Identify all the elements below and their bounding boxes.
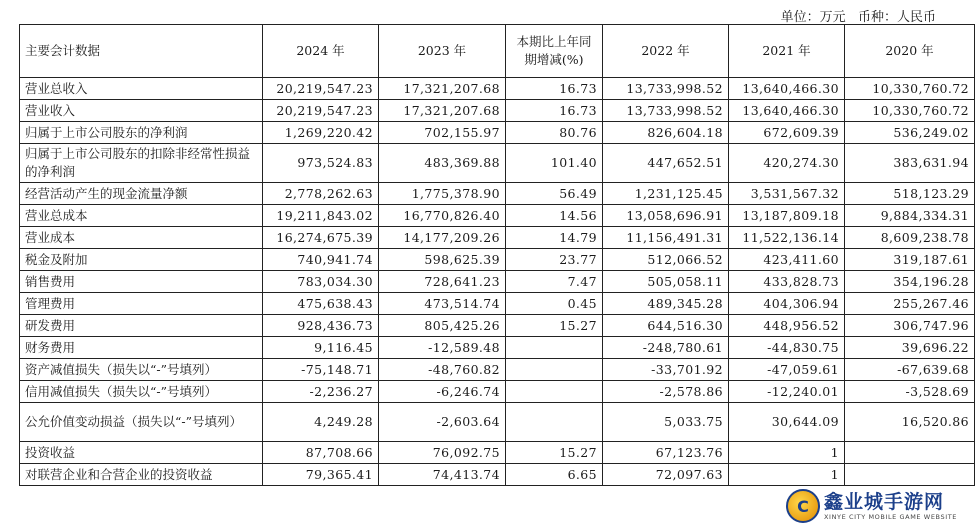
table-row — [20, 442, 975, 464]
row-value-cell: -75,148.71 — [263, 359, 379, 381]
table-row — [20, 100, 975, 122]
row-value-cell: 80.76 — [506, 122, 603, 144]
table-row — [20, 315, 975, 337]
row-label: 公允价值变动损益（损失以“-”号填列） — [20, 403, 263, 442]
table-header-row — [20, 25, 975, 78]
row-value-cell: -44,830.75 — [729, 337, 845, 359]
row-value-cell: 536,249.02 — [845, 122, 975, 144]
col-header-item: 主要会计数据 — [20, 25, 263, 78]
row-label: 资产减值损失（损失以“-”号填列） — [20, 359, 263, 381]
row-value-cell: 15.27 — [506, 442, 603, 464]
row-value-cell: 87,708.66 — [263, 442, 379, 464]
row-value-cell: 8,609,238.78 — [845, 227, 975, 249]
row-value-cell: 644,516.30 — [603, 315, 729, 337]
accounting-data-table — [19, 24, 975, 486]
row-value-cell — [845, 464, 975, 486]
row-value-cell: -2,603.64 — [379, 403, 506, 442]
row-value-cell: -2,578.86 — [603, 381, 729, 403]
table-row — [20, 464, 975, 486]
table-row — [20, 403, 975, 442]
row-value-cell: 13,187,809.18 — [729, 205, 845, 227]
row-value-cell: 475,638.43 — [263, 293, 379, 315]
row-value-cell: 17,321,207.68 — [379, 78, 506, 100]
row-label: 税金及附加 — [20, 249, 263, 271]
row-value-cell: 13,640,466.30 — [729, 100, 845, 122]
row-value-cell: 423,411.60 — [729, 249, 845, 271]
watermark-subtitle: XINYE CITY MOBILE GAME WEBSITE — [824, 513, 957, 521]
row-value-cell: 805,425.26 — [379, 315, 506, 337]
row-label: 投资收益 — [20, 442, 263, 464]
row-value-cell: 3,531,567.32 — [729, 183, 845, 205]
row-value-cell: 306,747.96 — [845, 315, 975, 337]
site-watermark — [786, 486, 976, 526]
row-value-cell: 10,330,760.72 — [845, 78, 975, 100]
row-value-cell: 0.45 — [506, 293, 603, 315]
row-value-cell: -12,589.48 — [379, 337, 506, 359]
row-value-cell: 67,123.76 — [603, 442, 729, 464]
row-value-cell: 826,604.18 — [603, 122, 729, 144]
row-value-cell: 19,211,843.02 — [263, 205, 379, 227]
row-label: 营业收入 — [20, 100, 263, 122]
row-value-cell: 489,345.28 — [603, 293, 729, 315]
row-value-cell: 11,522,136.14 — [729, 227, 845, 249]
row-value-cell: -47,059.61 — [729, 359, 845, 381]
row-label: 管理费用 — [20, 293, 263, 315]
table-row — [20, 78, 975, 100]
row-value-cell: 14.56 — [506, 205, 603, 227]
row-value-cell — [506, 403, 603, 442]
row-label: 研发费用 — [20, 315, 263, 337]
table-row — [20, 227, 975, 249]
row-value-cell: 39,696.22 — [845, 337, 975, 359]
row-value-cell: 14.79 — [506, 227, 603, 249]
row-value-cell: 518,123.29 — [845, 183, 975, 205]
row-value-cell: -67,639.68 — [845, 359, 975, 381]
row-value-cell: 383,631.94 — [845, 144, 975, 183]
table-row — [20, 359, 975, 381]
row-value-cell: -33,701.92 — [603, 359, 729, 381]
row-value-cell: 512,066.52 — [603, 249, 729, 271]
row-label: 营业总成本 — [20, 205, 263, 227]
row-label: 营业总收入 — [20, 78, 263, 100]
row-value-cell: 11,156,491.31 — [603, 227, 729, 249]
row-value-cell: 483,369.88 — [379, 144, 506, 183]
row-value-cell: 7.47 — [506, 271, 603, 293]
row-value-cell: 16.73 — [506, 78, 603, 100]
row-value-cell: 404,306.94 — [729, 293, 845, 315]
row-value-cell: 20,219,547.23 — [263, 100, 379, 122]
col-header-2022: 2022 年 — [603, 25, 729, 78]
table-row — [20, 122, 975, 144]
row-value-cell: -3,528.69 — [845, 381, 975, 403]
row-value-cell: 13,058,696.91 — [603, 205, 729, 227]
row-value-cell: 354,196.28 — [845, 271, 975, 293]
row-label: 财务费用 — [20, 337, 263, 359]
row-value-cell — [506, 359, 603, 381]
row-value-cell: 728,641.23 — [379, 271, 506, 293]
row-label: 归属于上市公司股东的净利润 — [20, 122, 263, 144]
row-label: 营业成本 — [20, 227, 263, 249]
col-header-2024: 2024 年 — [263, 25, 379, 78]
row-value-cell: 1,231,125.45 — [603, 183, 729, 205]
row-value-cell: 17,321,207.68 — [379, 100, 506, 122]
row-value-cell — [506, 381, 603, 403]
watermark-title: 鑫业城手游网 — [824, 491, 945, 513]
row-value-cell: 928,436.73 — [263, 315, 379, 337]
row-value-cell — [506, 337, 603, 359]
table-row — [20, 183, 975, 205]
row-value-cell: 1,269,220.42 — [263, 122, 379, 144]
row-value-cell: 13,640,466.30 — [729, 78, 845, 100]
row-value-cell: 20,219,547.23 — [263, 78, 379, 100]
row-value-cell: 5,033.75 — [603, 403, 729, 442]
row-value-cell: 16,274,675.39 — [263, 227, 379, 249]
row-label: 信用减值损失（损失以“-”号填列） — [20, 381, 263, 403]
row-value-cell: 2,778,262.63 — [263, 183, 379, 205]
row-value-cell: 76,092.75 — [379, 442, 506, 464]
row-value-cell: 1 — [729, 442, 845, 464]
row-value-cell: 16,770,826.40 — [379, 205, 506, 227]
row-value-cell: 56.49 — [506, 183, 603, 205]
table-row — [20, 337, 975, 359]
col-header-yoy-change: 本期比上年同期增减(%) — [506, 25, 603, 78]
table-row — [20, 144, 975, 183]
row-value-cell: 15.27 — [506, 315, 603, 337]
row-value-cell: 973,524.83 — [263, 144, 379, 183]
row-value-cell — [845, 442, 975, 464]
row-value-cell: 1 — [729, 464, 845, 486]
table-row — [20, 205, 975, 227]
row-value-cell: 447,652.51 — [603, 144, 729, 183]
table-row — [20, 381, 975, 403]
table-row — [20, 293, 975, 315]
row-value-cell: -248,780.61 — [603, 337, 729, 359]
table-row — [20, 249, 975, 271]
row-value-cell: 6.65 — [506, 464, 603, 486]
row-value-cell: 473,514.74 — [379, 293, 506, 315]
row-value-cell: 14,177,209.26 — [379, 227, 506, 249]
row-value-cell: 598,625.39 — [379, 249, 506, 271]
col-header-2023: 2023 年 — [379, 25, 506, 78]
row-value-cell: 255,267.46 — [845, 293, 975, 315]
row-value-cell: 16.73 — [506, 100, 603, 122]
row-value-cell: 319,187.61 — [845, 249, 975, 271]
row-value-cell: 10,330,760.72 — [845, 100, 975, 122]
row-value-cell: 74,413.74 — [379, 464, 506, 486]
watermark-logo-icon: C — [786, 489, 820, 523]
row-value-cell: 9,116.45 — [263, 337, 379, 359]
row-value-cell: -12,240.01 — [729, 381, 845, 403]
row-value-cell: 505,058.11 — [603, 271, 729, 293]
row-value-cell: 101.40 — [506, 144, 603, 183]
row-value-cell: 16,520.86 — [845, 403, 975, 442]
row-label: 销售费用 — [20, 271, 263, 293]
col-header-2021: 2021 年 — [729, 25, 845, 78]
row-value-cell: 448,956.52 — [729, 315, 845, 337]
row-value-cell: 4,249.28 — [263, 403, 379, 442]
row-value-cell: 9,884,334.31 — [845, 205, 975, 227]
unit-currency-note: 单位：万元 币种：人民币 — [780, 10, 936, 25]
col-header-2020: 2020 年 — [845, 25, 975, 78]
row-value-cell: 672,609.39 — [729, 122, 845, 144]
row-value-cell: 79,365.41 — [263, 464, 379, 486]
row-label: 归属于上市公司股东的扣除非经常性损益的净利润 — [20, 144, 263, 183]
row-value-cell: 23.77 — [506, 249, 603, 271]
row-value-cell: 13,733,998.52 — [603, 100, 729, 122]
table-row — [20, 271, 975, 293]
row-value-cell: -48,760.82 — [379, 359, 506, 381]
row-value-cell: 72,097.63 — [603, 464, 729, 486]
row-label: 经营活动产生的现金流量净额 — [20, 183, 263, 205]
row-value-cell: 1,775,378.90 — [379, 183, 506, 205]
row-value-cell: 30,644.09 — [729, 403, 845, 442]
row-value-cell: -2,236.27 — [263, 381, 379, 403]
row-value-cell: 783,034.30 — [263, 271, 379, 293]
row-value-cell: 433,828.73 — [729, 271, 845, 293]
row-value-cell: 740,941.74 — [263, 249, 379, 271]
row-value-cell: 420,274.30 — [729, 144, 845, 183]
row-label: 对联营企业和合营企业的投资收益 — [20, 464, 263, 486]
row-value-cell: -6,246.74 — [379, 381, 506, 403]
row-value-cell: 13,733,998.52 — [603, 78, 729, 100]
row-value-cell: 702,155.97 — [379, 122, 506, 144]
